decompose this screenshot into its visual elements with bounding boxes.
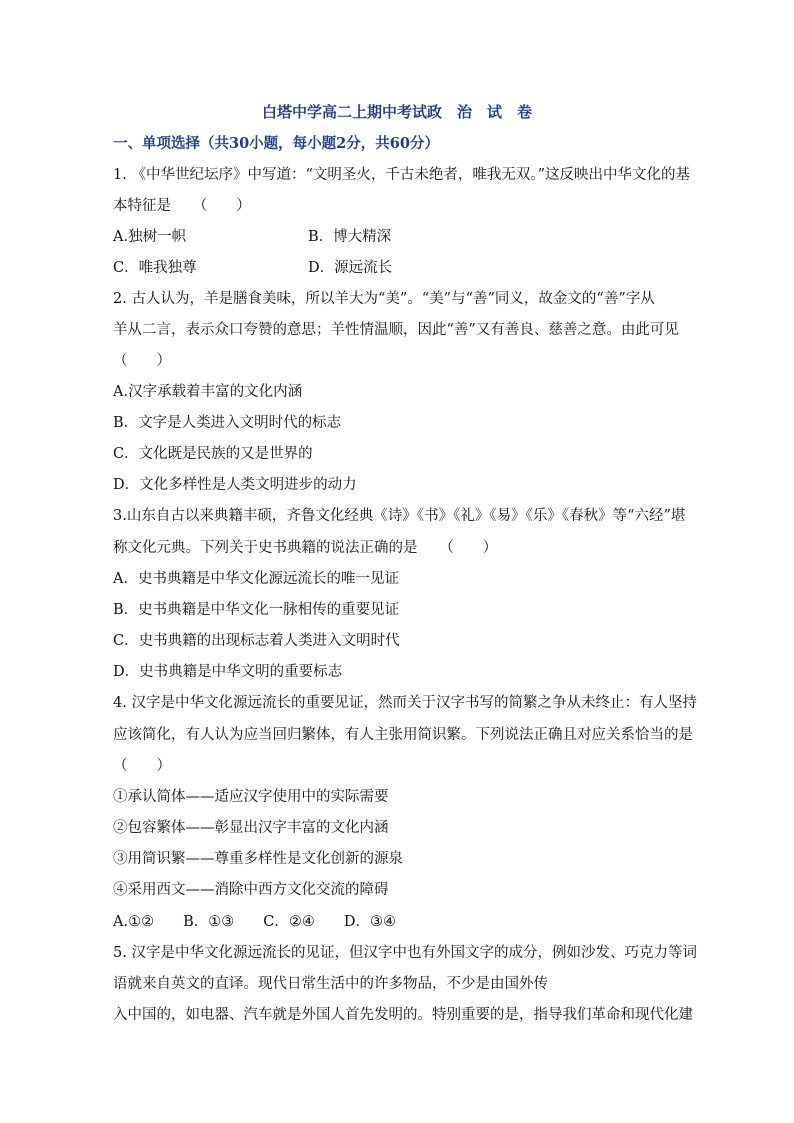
q4-item-4: ④采用西文——消除中西方文化交流的障碍	[113, 882, 389, 898]
q2-stem-line2: 羊从二言，表示众口夸赞的意思；羊性情温顺，因此“善”又有善良、慈善之意。由此可见	[113, 322, 679, 338]
q2-option-d: D．文化多样性是人类文明进步的动力	[113, 477, 357, 493]
q3-stem-line2: 称文化元典。下列关于史书典籍的说法正确的是 （ ）	[113, 540, 498, 556]
q1-option-c: C．唯我独尊	[113, 260, 197, 276]
q5-stem-line3: 入中国的，如电器、汽车就是外国人首先发明的。特别重要的是，指导我们革命和现代化建	[113, 1007, 693, 1023]
q3-option-d: D．史书典籍是中华文明的重要标志	[113, 664, 343, 680]
q4-options: A.①② B．①③ C．②④ D．③④	[113, 914, 396, 930]
q1-option-d: D．源远流长	[308, 260, 393, 276]
q1-stem-line1: 1. 《中华世纪坛序》中写道：“文明圣火，千古未绝者，唯我无双。”这反映出中华文化的基	[113, 167, 691, 183]
q5-stem-line2: 语就来自英文的直译。现代日常生活中的许多物品，不少是由国外传	[113, 976, 548, 992]
q2-option-a: A.汉字承载着丰富的文化内涵	[113, 384, 303, 400]
q3-option-c: C．史书典籍的出现标志着人类进入文明时代	[113, 633, 400, 649]
q5-stem-line1: 5. 汉字是中华文化源远流长的见证，但汉字中也有外国文字的成分，例如沙发、巧克力等词	[113, 945, 697, 961]
q3-stem-line1: 3.山东自古以来典籍丰硕，齐鲁文化经典《诗》《书》《礼》《易》《乐》《春秋》等“六经”堪	[113, 508, 686, 524]
q2-option-c: C．文化既是民族的又是世界的	[113, 446, 313, 462]
page-title: 白塔中学高二上期中考试政 治 试 卷	[261, 103, 532, 121]
q4-item-2: ②包容繁体——彰显出汉字丰富的文化内涵	[113, 820, 389, 836]
q1-stem-line2: 本特征是 （ ）	[113, 198, 251, 214]
q2-option-b: B．文字是人类进入文明时代的标志	[113, 415, 342, 431]
q2-stem-line3: （ ）	[113, 353, 171, 369]
q1-option-a: A.独树一帜	[113, 229, 187, 245]
q4-item-3: ③用简识繁——尊重多样性是文化创新的源泉	[113, 851, 403, 867]
q2-stem-line1: 2. 古人认为，羊是膳食美味，所以羊大为“美”。“美”与“善”同义，故金文的“善”字从	[113, 291, 655, 307]
q3-option-b: B．史书典籍是中华文化一脉相传的重要见证	[113, 602, 400, 618]
q4-stem-line2: 应该简化，有人认为应当回归繁体，有人主张用简识繁。下列说法正确且对应关系恰当的是	[113, 727, 693, 743]
section-heading: 一、单项选择（共30小题，每小题2分，共60分）	[113, 135, 439, 152]
q3-option-a: A．史书典籍是中华文化源远流长的唯一见证	[113, 571, 399, 587]
q4-stem-line3: （ ）	[113, 758, 171, 774]
q1-option-b: B．博大精深	[308, 229, 392, 245]
q4-stem-line1: 4. 汉字是中华文化源远流长的重要见证，然而关于汉字书写的简繁之争从未终止：有人坚持	[113, 695, 697, 711]
q4-item-1: ①承认简体——适应汉字使用中的实际需要	[113, 789, 389, 805]
